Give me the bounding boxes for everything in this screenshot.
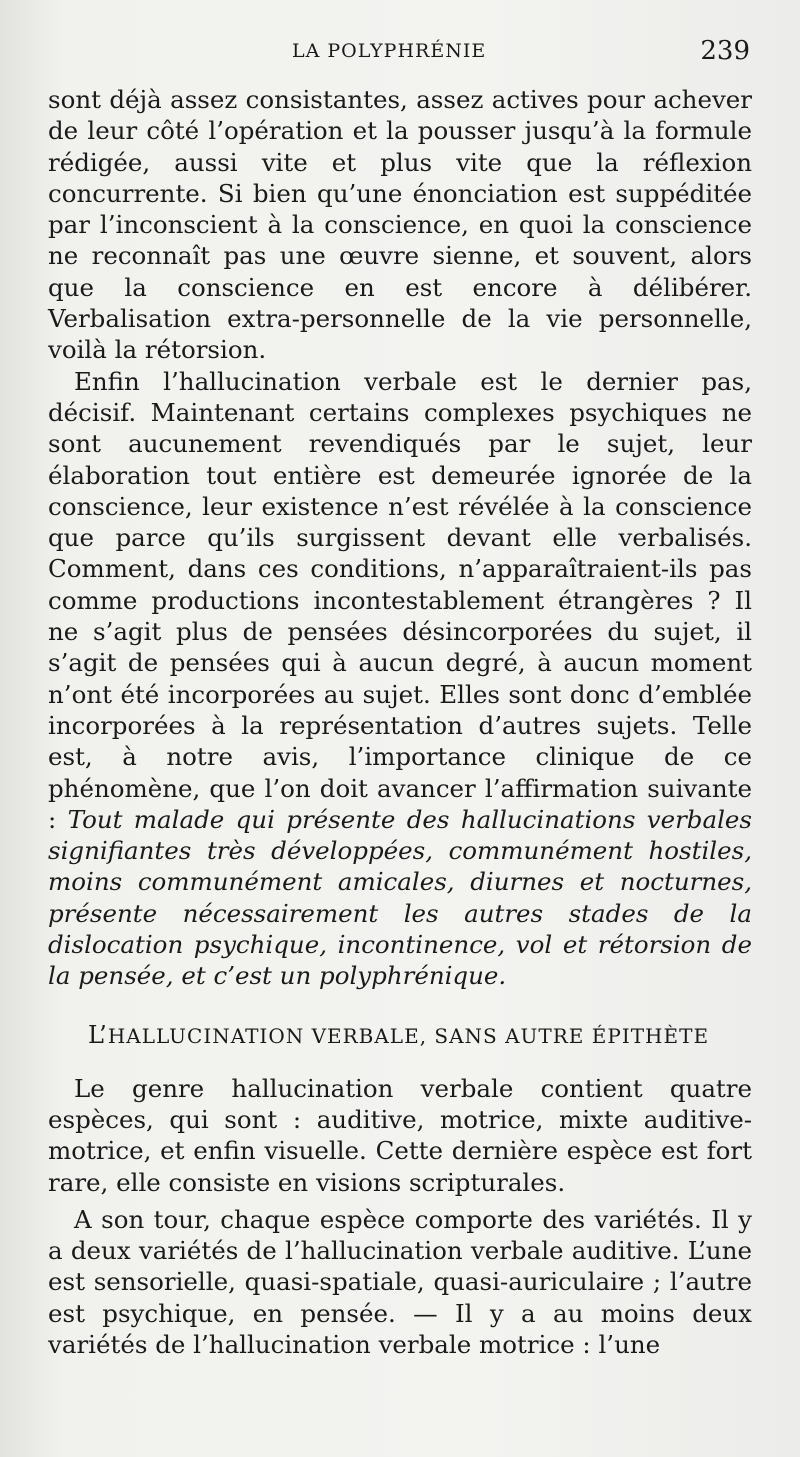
section-heading-initial: L’	[88, 1020, 108, 1049]
paragraph-varietes: A son tour, chaque espèce comporte des variétés. Il y a deux variétés de l’hallucination verbale auditive. L’une est sensorielle, quasi-spatiale, quasi-auriculaire ; l’autre est psychique, en pensée. — Il y a au moins deux variétés de l’hallucination verbale motrice : l’une	[48, 1204, 752, 1359]
section-heading	[48, 1020, 752, 1051]
paragraph-text: Enfin l’hallucination verbale est le dernier pas, décisif. Maintenant certains complexes psychiques ne sont aucunement revendiqués par le sujet, leur élaboration tout entière est demeurée ignorée de la conscience, leur existence n’est révélée à la conscience que parce qu’ils surgissent devant elle verbalisés. Comment, dans ces conditions, n’apparaîtraient-ils pas comme productions incontestablement étrangères ? Il ne s’agit plus de pensées désincorporées du sujet, il s’agit de pensées qui à aucun degré, à aucun moment n’ont été incorporées au sujet. Elles sont donc d’emblée incorporées à la représentation d’autres sujets. Telle est, à notre avis, l’importance clinique de ce phénomène, que l’on doit avancer l’affirmation suivante :	[48, 366, 752, 834]
paragraph-continuation: sont déjà assez consistantes, assez actives pour achever de leur côté l’opération et la pousser jusqu’à la formule rédigée, aussi vite et plus vite que la réflexion concurrente. Si bien qu’une énonciation est suppéditée par l’inconscient à la conscience, en quoi la conscience ne reconnaît pas une œuvre sienne, et souvent, alors que la conscience en est encore à délibérer. Verbalisation extra-personnelle de la vie personnelle, voilà la rétorsion.	[48, 85, 752, 365]
section-heading-text: HALLUCINATION VERBALE, SANS AUTRE ÉPITHÈTE	[107, 1023, 710, 1048]
running-head	[0, 36, 800, 68]
italic-affirmation: Tout malade qui présente des hallucinations verbales signifiantes très développées, communément hostiles, moins communément amicales, diurnes et nocturnes, présente nécessairement les autres stades de la dislocation psychique, incontinence, vol et rétorsion de la pensée, et c’est un polyphrénique.	[48, 804, 752, 991]
paragraph-hallucination-verbale	[48, 366, 752, 992]
paragraph-genre: Le genre hallucination verbale contient quatre espèces, qui sont : auditive, motrice, mixte auditive-motrice, et enfin visuelle. Cette dernière espèce est fort rare, elle consiste en visions scripturales.	[48, 1073, 752, 1197]
body-text	[48, 84, 752, 1360]
running-title: LA POLYPHRÉNIE	[292, 40, 487, 62]
page-number: 239	[700, 36, 750, 66]
